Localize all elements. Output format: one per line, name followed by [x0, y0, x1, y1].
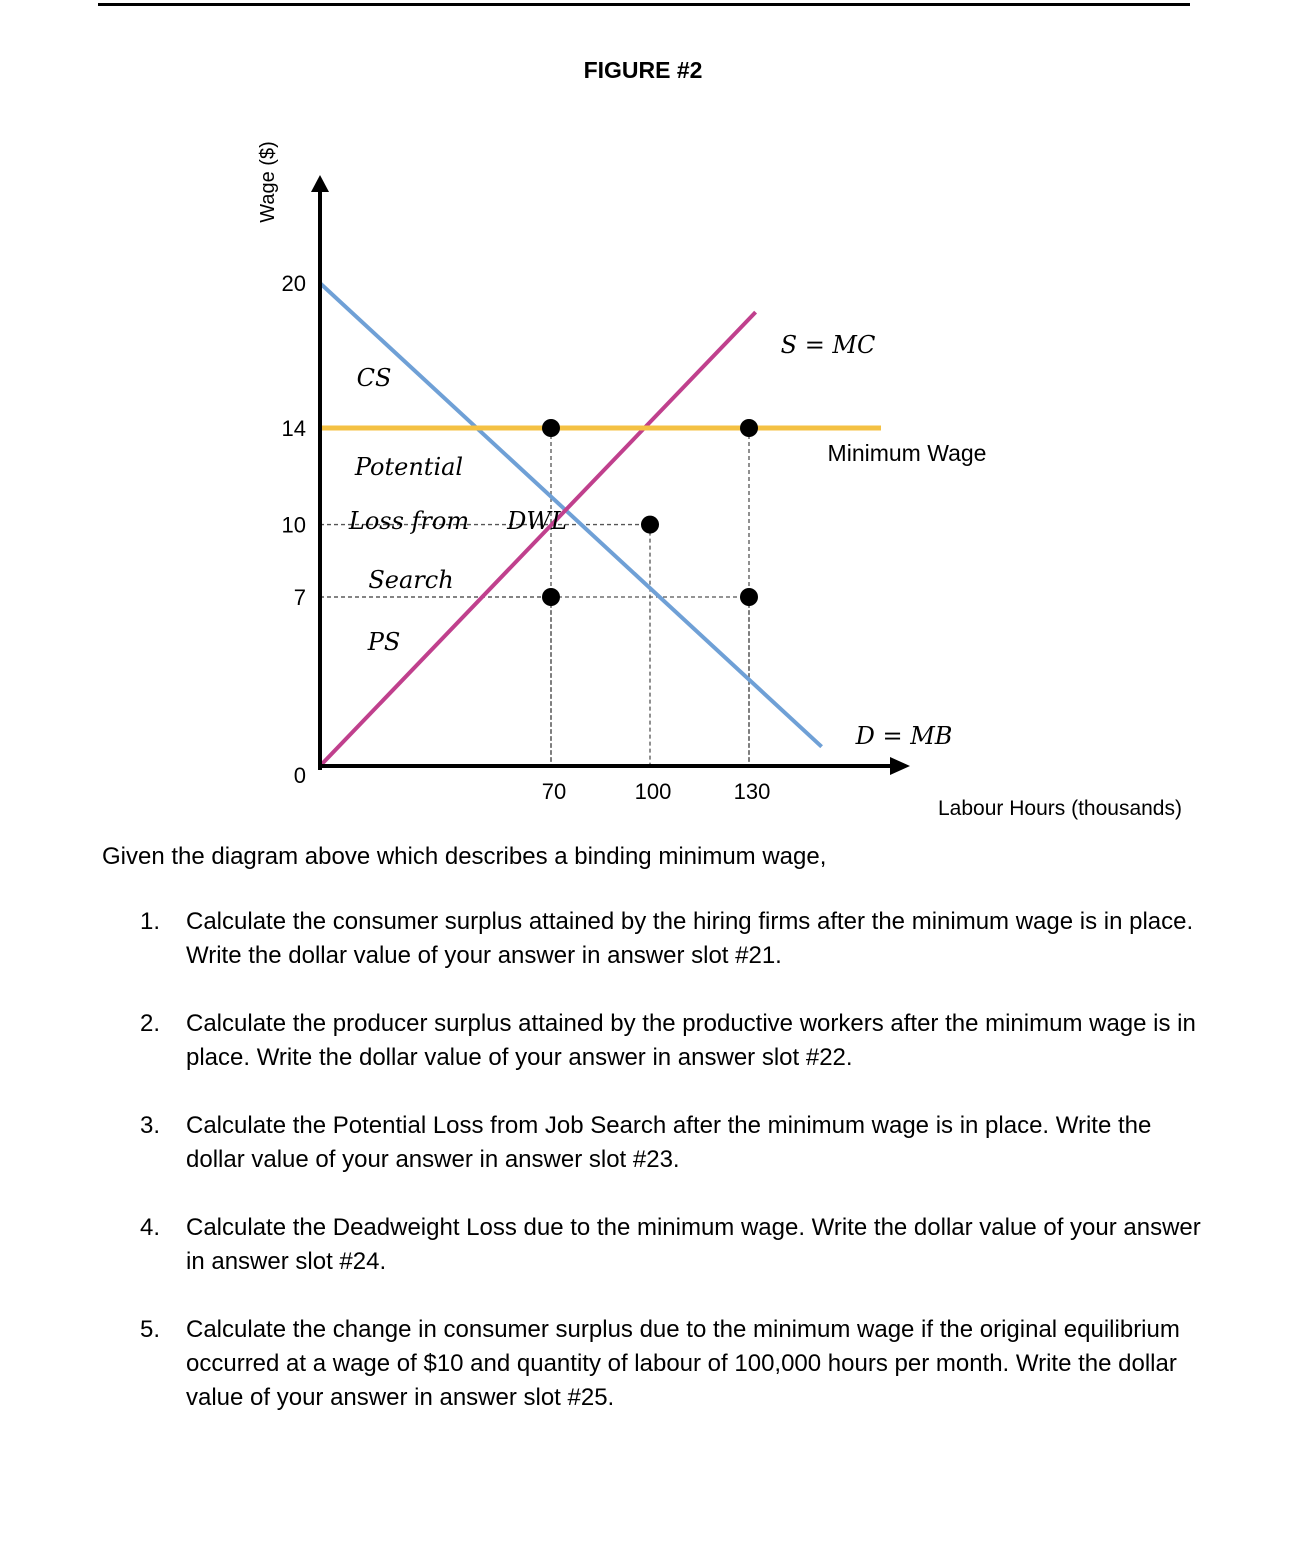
tick-labels	[282, 271, 771, 804]
x-axis-arrow	[890, 757, 910, 775]
cs-region-label: CS	[356, 364, 392, 392]
question-text: Calculate the Potential Loss from Job Search after the minimum wage is in place. Write the dollar value of your answer in answer slot #23.	[186, 1112, 1152, 1173]
question-intro: Given the diagram above which describes a binding minimum wage,	[102, 843, 827, 870]
y-tick-label-2: 10	[281, 512, 306, 538]
x-tick-label-1: 100	[634, 779, 672, 804]
x-tick-label-2: 130	[733, 779, 771, 804]
y-axis-arrow	[311, 175, 329, 192]
intersection-point-4	[740, 588, 758, 606]
question-text: Calculate the producer surplus attained by the productive workers after the minimum wage is in place. Write the dollar value of your answer in answer slot #22.	[186, 1010, 1196, 1071]
dwl-region-label: DWL	[507, 507, 567, 535]
potential-loss-label-line1: Potential	[354, 453, 464, 481]
intersection-point-3	[542, 588, 560, 606]
question-text: Calculate the change in consumer surplus due to the minimum wage if the original equilibrium occurred at a wage of $10 and quantity of labour of 100,000 hours per month. Write the dollar value of your answer in answer slot #25.	[186, 1316, 1180, 1411]
x-tick-label-0: 70	[541, 779, 567, 804]
y-axis-label: Wage ($)	[257, 141, 279, 223]
potential-loss-label-line3: Search	[368, 566, 454, 594]
intersection-point-0	[542, 419, 560, 437]
x-axis-label: Labour Hours (thousands)	[938, 797, 1182, 820]
question-number: 3.	[140, 1112, 161, 1139]
question-item	[140, 905, 1210, 973]
y-tick-label-4: 0	[293, 763, 306, 788]
intersection-points	[542, 419, 758, 606]
supply-curve-label: S = MC	[780, 331, 876, 359]
question-item	[140, 1109, 1210, 1177]
question-text: Calculate the consumer surplus attained by the hiring firms after the minimum wage is in place. Write the dollar value of your answer in answer slot #21.	[186, 908, 1194, 969]
intersection-point-2	[641, 516, 659, 534]
question-number: 2.	[140, 1010, 161, 1037]
demand-curve-label: D = MB	[855, 722, 953, 750]
potential-loss-label-line2: Loss from	[348, 507, 470, 535]
y-tick-label-1: 14	[281, 416, 306, 441]
question-number: 1.	[140, 908, 161, 935]
question-item	[140, 1211, 1210, 1279]
question-item	[140, 1007, 1210, 1075]
chart-title: FIGURE #2	[583, 57, 703, 83]
question-number: 4.	[140, 1214, 161, 1241]
ps-region-label: PS	[367, 628, 401, 656]
question-list	[140, 905, 1210, 1449]
question-text: Calculate the Deadweight Loss due to the minimum wage. Write the dollar value of your answer in answer slot #24.	[186, 1214, 1201, 1275]
minimum-wage-label: Minimum Wage	[827, 440, 987, 466]
y-tick-label-0: 20	[281, 271, 306, 297]
question-number: 5.	[140, 1316, 161, 1343]
y-tick-label-3: 7	[293, 585, 306, 610]
intersection-point-1	[740, 419, 758, 437]
question-item	[140, 1313, 1210, 1415]
